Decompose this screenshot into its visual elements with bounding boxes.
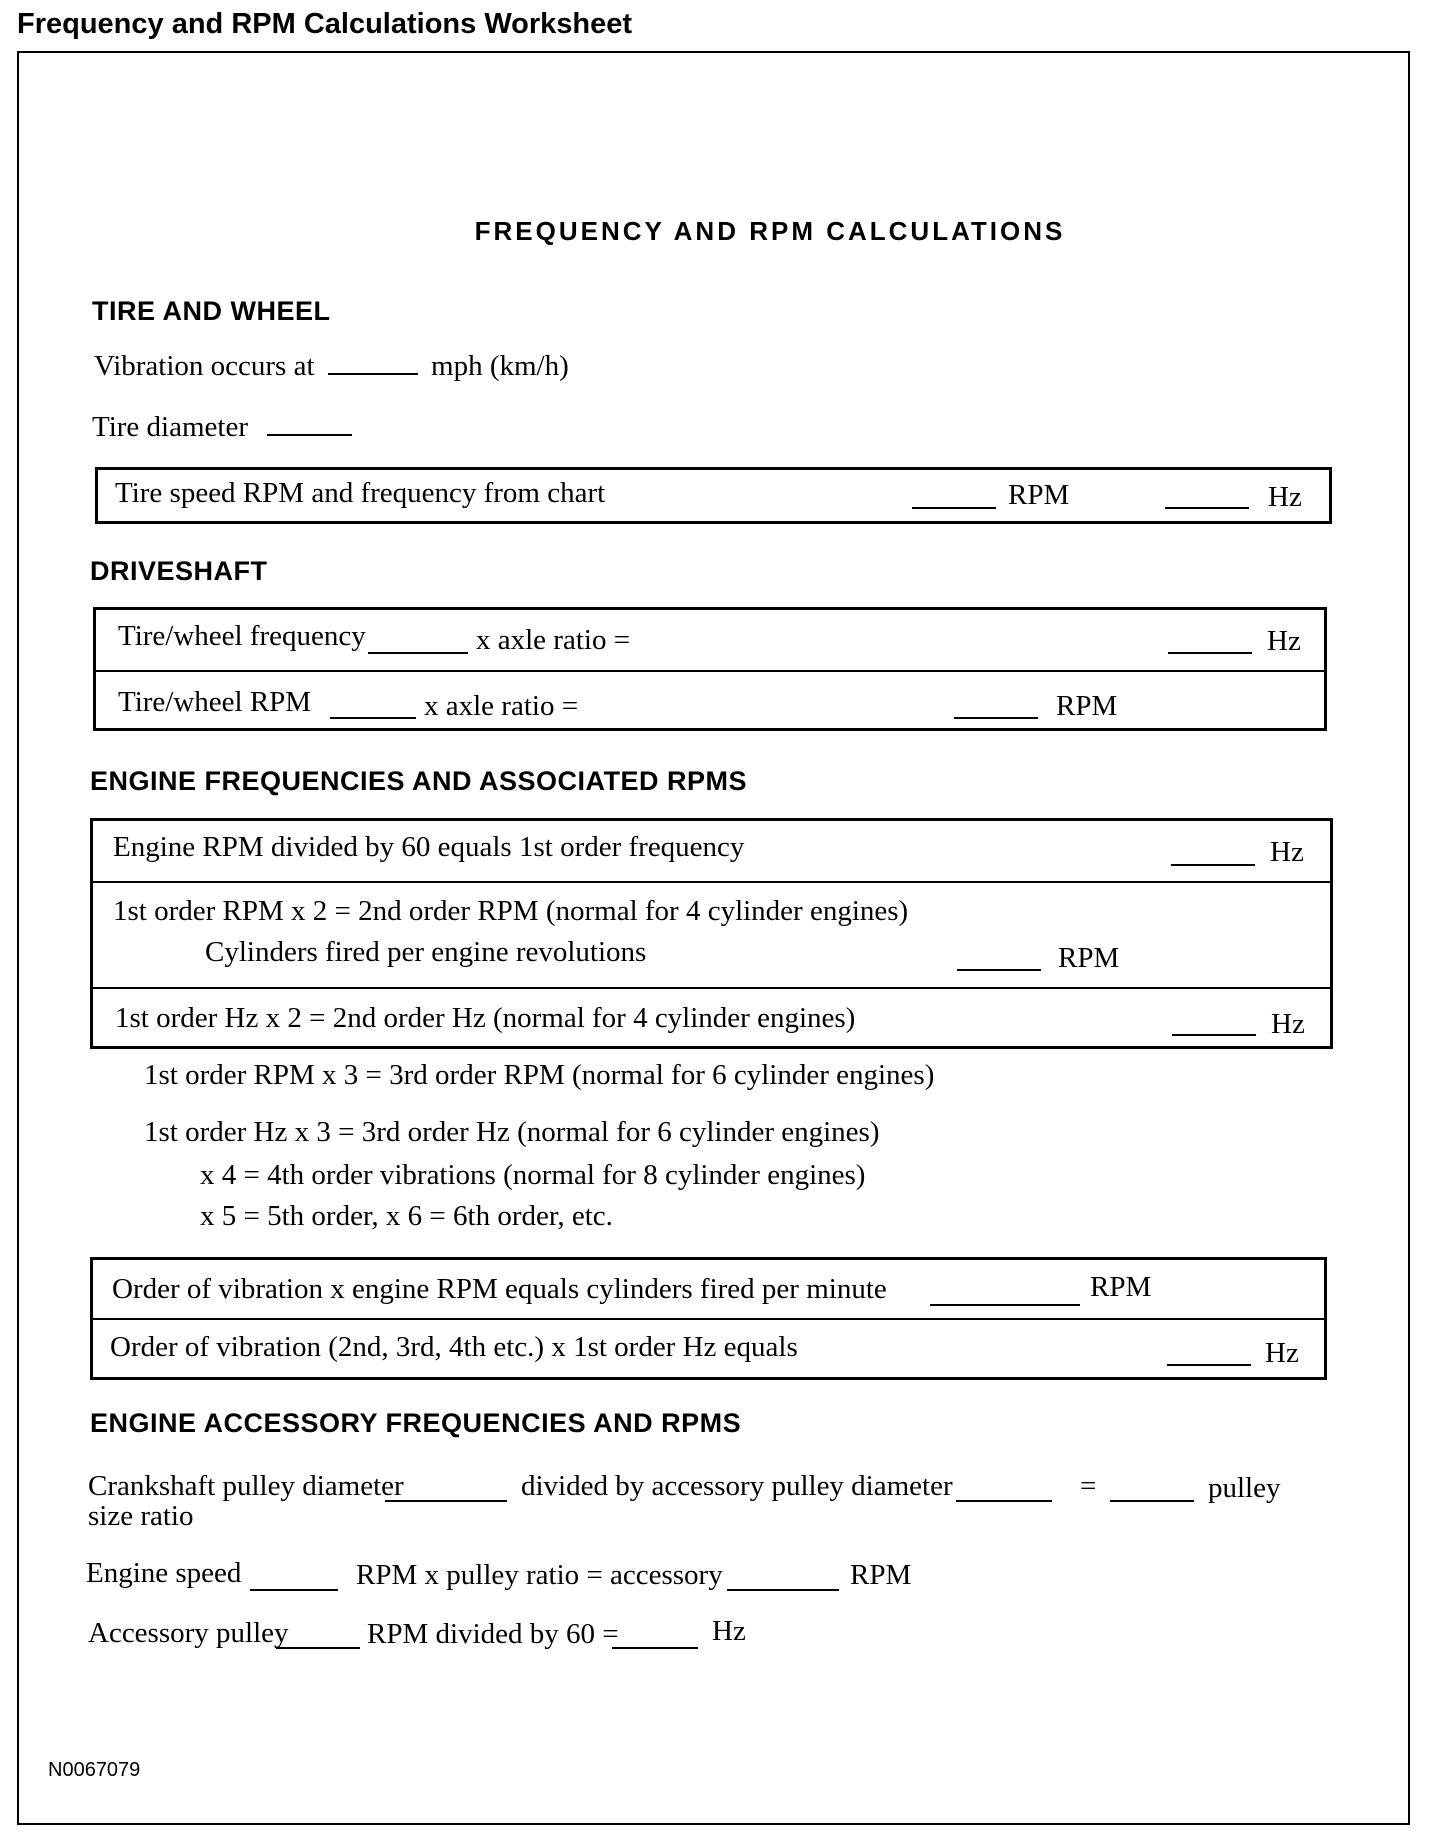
accessory-hz-unit: Hz: [712, 1615, 746, 1647]
rpm-pulley-ratio-label: RPM x pulley ratio = accessory: [356, 1559, 723, 1591]
driveshaft-hz-blank[interactable]: [1168, 652, 1252, 654]
engine-row1-unit: Hz: [1270, 836, 1304, 868]
accessory-pulley-label: Accessory pulley: [88, 1617, 289, 1649]
engine-divider-1: [93, 881, 1330, 883]
engine-note-3rd-hz: 1st order Hz x 3 = 3rd order Hz (normal for 6 cylinder engines): [144, 1116, 880, 1148]
driveshaft-divider: [96, 670, 1324, 672]
vibration-prefix: Vibration occurs at: [94, 350, 315, 382]
driveshaft-hz-unit: Hz: [1267, 625, 1301, 657]
rpm-divided-label: RPM divided by 60 =: [367, 1618, 619, 1650]
engine-row2-blank[interactable]: [957, 969, 1041, 971]
accessory-hz-blank[interactable]: [612, 1647, 698, 1649]
accessory-divided-label: divided by accessory pulley diameter: [521, 1470, 953, 1502]
order-row2-label: Order of vibration (2nd, 3rd, 4th etc.) x 1st order Hz equals: [110, 1331, 798, 1363]
pulley-ratio-blank[interactable]: [1110, 1500, 1194, 1502]
wheel-frequency-axle: x axle ratio =: [476, 624, 631, 656]
tire-speed-box: [95, 467, 1332, 524]
crankshaft-pulley-blank[interactable]: [385, 1500, 507, 1502]
section-heading-tire-wheel: TIRE AND WHEEL: [92, 296, 331, 326]
vibration-speed-blank[interactable]: [328, 373, 418, 375]
engine-speed-label: Engine speed: [86, 1557, 242, 1589]
order-row2-unit: Hz: [1265, 1337, 1299, 1369]
engine-note-3rd-rpm: 1st order RPM x 3 = 3rd order RPM (normal for 6 cylinder engines): [144, 1059, 935, 1091]
wheel-rpm-label: Tire/wheel RPM: [118, 686, 312, 718]
equals-sign: =: [1080, 1470, 1097, 1502]
driveshaft-rpm-unit: RPM: [1056, 690, 1118, 722]
wheel-rpm-blank[interactable]: [330, 717, 416, 719]
wheel-frequency-label: Tire/wheel frequency: [118, 620, 366, 652]
engine-speed-blank[interactable]: [250, 1589, 338, 1591]
section-heading-engine: ENGINE FREQUENCIES AND ASSOCIATED RPMS: [90, 766, 748, 796]
tire-hz-unit: Hz: [1268, 481, 1302, 513]
engine-row1-label: Engine RPM divided by 60 equals 1st order frequency: [113, 831, 745, 863]
driveshaft-box: [93, 607, 1327, 731]
accessory-pulley-diameter-blank[interactable]: [956, 1500, 1052, 1502]
tire-diameter-blank[interactable]: [267, 434, 352, 436]
engine-row2-unit: RPM: [1058, 942, 1120, 974]
tire-diameter-label: Tire diameter: [92, 411, 248, 443]
engine-row2-line1: 1st order RPM x 2 = 2nd order RPM (normal for 4 cylinder engines): [113, 895, 909, 927]
section-heading-driveshaft: DRIVESHAFT: [90, 556, 268, 586]
figure-id: N0067079: [48, 1759, 141, 1781]
vibration-suffix: mph (km/h): [431, 350, 569, 382]
worksheet-title: FREQUENCY AND RPM CALCULATIONS: [474, 216, 1066, 246]
order-box: [90, 1257, 1327, 1380]
engine-row3-label: 1st order Hz x 2 = 2nd order Hz (normal for 4 cylinder engines): [115, 1002, 856, 1034]
engine-note-5th-6th: x 5 = 5th order, x 6 = 6th order, etc.: [200, 1200, 613, 1232]
order-row2-blank[interactable]: [1167, 1364, 1251, 1366]
size-ratio-label: size ratio: [88, 1500, 194, 1532]
engine-row3-blank[interactable]: [1172, 1034, 1256, 1036]
tire-rpm-blank[interactable]: [912, 507, 996, 509]
accessory-pulley-rpm-blank[interactable]: [276, 1647, 360, 1649]
tire-rpm-unit: RPM: [1008, 479, 1070, 511]
engine-row2-line2: Cylinders fired per engine revolutions: [205, 936, 647, 968]
tire-speed-label: Tire speed RPM and frequency from chart: [115, 477, 606, 509]
driveshaft-rpm-blank[interactable]: [954, 717, 1038, 719]
accessory-rpm-unit: RPM: [850, 1559, 912, 1591]
engine-row3-unit: Hz: [1271, 1008, 1305, 1040]
section-heading-accessory: ENGINE ACCESSORY FREQUENCIES AND RPMS: [90, 1408, 742, 1438]
engine-box: [90, 818, 1333, 1049]
page-title: Frequency and RPM Calculations Worksheet: [17, 8, 633, 40]
wheel-rpm-axle: x axle ratio =: [424, 690, 579, 722]
pulley-label: pulley: [1208, 1472, 1281, 1504]
order-row1-label: Order of vibration x engine RPM equals cylinders fired per minute: [112, 1273, 887, 1305]
engine-note-4th: x 4 = 4th order vibrations (normal for 8 cylinder engines): [200, 1159, 866, 1191]
order-row1-blank[interactable]: [930, 1304, 1080, 1306]
accessory-rpm-blank[interactable]: [727, 1589, 839, 1591]
tire-hz-blank[interactable]: [1165, 507, 1249, 509]
engine-divider-2: [93, 987, 1330, 989]
engine-row1-blank[interactable]: [1171, 864, 1255, 866]
tire-diameter-line: [92, 411, 358, 444]
order-divider: [93, 1318, 1324, 1320]
vibration-speed-line: [94, 350, 569, 383]
order-row1-unit: RPM: [1090, 1271, 1152, 1303]
wheel-frequency-blank[interactable]: [368, 652, 468, 654]
crankshaft-pulley-label: Crankshaft pulley diameter: [88, 1470, 404, 1502]
